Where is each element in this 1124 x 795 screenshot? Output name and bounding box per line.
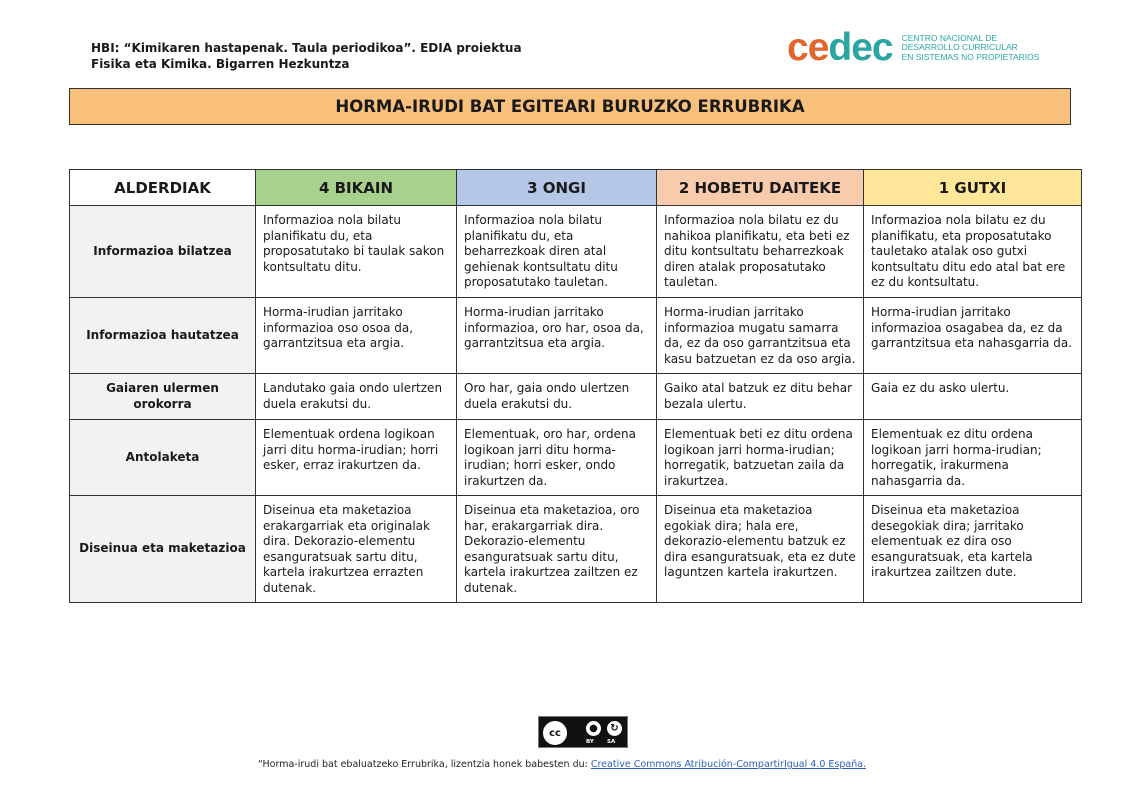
- rubric-cell: Informazioa nola bilatu ez du planifikatu, eta proposatutako tauletako atalak oso gutxi kontsultatu ditu edo atal bat ere ez du kontsultatu.: [864, 206, 1082, 298]
- rubric-cell: Informazioa nola bilatu ez du nahikoa planifikatu, eta beti ez ditu kontsultatu beharrezkoak diren atalak proposatutako tauletan.: [657, 206, 864, 298]
- criterion-cell: Gaiaren ulermen orokorra: [70, 374, 256, 420]
- criterion-cell: Antolaketa: [70, 420, 256, 496]
- rubric-cell: Informazioa nola bilatu planifikatu du, eta beharrezkoak diren atal gehienak kontsultatu ditu proposatutako tauletan.: [457, 206, 657, 298]
- sa-share-alike-icon: ↻: [605, 719, 624, 738]
- header-subject-line: Fisika eta Kimika. Bigarren Hezkuntza: [91, 57, 350, 71]
- rubric-table: [69, 169, 1082, 603]
- rubric-cell: Horma-irudian jarritako informazioa osagabea da, ez da garrantzitsua eta nahasgarria da.: [864, 298, 1082, 374]
- logo-word-dec: dec: [828, 26, 893, 69]
- rubric-cell: Gaia ez du asko ulertu.: [864, 374, 1082, 420]
- cedec-logo: [787, 26, 1040, 69]
- rubric-cell: Elementuak beti ez ditu ordena logikoan jarri horma-irudian; horregatik, batzuetan zaila da irakurtzea.: [657, 420, 864, 496]
- column-header-level-2: 2 HOBETU DAITEKE: [657, 170, 864, 206]
- logo-sub-line-3: EN SISTEMAS NO PROPIETARIOS: [901, 51, 1040, 62]
- logo-word-ce: ce: [787, 26, 829, 69]
- logo-sub-line-2: DESARROLLO CURRICULAR: [901, 42, 1018, 53]
- table-row: [70, 420, 1082, 496]
- table-row: [70, 496, 1082, 603]
- table-row: [70, 374, 1082, 420]
- license-attribution: [0, 759, 1124, 770]
- rubric-cell: Informazioa nola bilatu planifikatu du, eta proposatutako bi taulak sakon kontsultatu ditu.: [256, 206, 457, 298]
- rubric-cell: Elementuak, oro har, ordena logikoan jarri ditu horma-irudian; horri esker, ondo irakurtzen da.: [457, 420, 657, 496]
- cedec-logo-wordmark: [787, 26, 893, 69]
- by-label: BY: [586, 739, 594, 745]
- header-project-line: HBI: “Kimikaren hastapenak. Taula periodikoa”. EDIA proiektua: [91, 41, 522, 55]
- license-link[interactable]: Creative Commons Atribución-CompartirIgual 4.0 España.: [590, 759, 867, 770]
- rubric-cell: Horma-irudian jarritako informazioa, oro har, osoa da, garrantzitsua eta argia.: [457, 298, 657, 374]
- criterion-cell: Diseinua eta maketazioa: [70, 496, 256, 603]
- rubric-cell: Oro har, gaia ondo ulertzen duela erakutsi du.: [457, 374, 657, 420]
- attribution-text: “Horma-irudi bat ebaluatzeko Errubrika, lizentzia honek babesten du:: [257, 759, 591, 770]
- cedec-logo-subtitle: [902, 34, 1040, 63]
- column-header-aspects: ALDERDIAK: [70, 170, 256, 206]
- criterion-cell: Informazioa bilatzea: [70, 206, 256, 298]
- rubric-cell: Horma-irudian jarritako informazioa oso osoa da, garrantzitsua eta argia.: [256, 298, 457, 374]
- rubric-cell: Landutako gaia ondo ulertzen duela erakutsi du.: [256, 374, 457, 420]
- rubric-cell: Gaiko atal batzuk ez ditu behar bezala ulertu.: [657, 374, 864, 420]
- table-row: [70, 206, 1082, 298]
- rubric-cell: Diseinua eta maketazioa egokiak dira; hala ere, dekorazio-elementu batzuk ez dira esanguratsuak, eta ez dute laguntzen kartela irakurtzen.: [657, 496, 864, 603]
- page-title: [69, 88, 1071, 125]
- rubric-cell: Diseinua eta maketazioa erakargarriak eta originalak dira. Dekorazio-elementu esanguratsuak sartu ditu, kartela irakurtzea errazten dutenak.: [256, 496, 457, 603]
- rubric-header-row: [70, 170, 1082, 206]
- sa-label: SA: [607, 739, 616, 745]
- logo-sub-line-1: CENTRO NACIONAL DE: [901, 32, 998, 43]
- column-header-level-1: 1 GUTXI: [864, 170, 1082, 206]
- cc-icon: cc: [541, 719, 569, 747]
- rubric-cell: Diseinua eta maketazioa, oro har, erakargarriak dira. Dekorazio-elementu esanguratsuak sartu ditu, kartela irakurtzea zailtzen ez dutenak.: [457, 496, 657, 603]
- table-row: [70, 298, 1082, 374]
- cc-by-sa-license-badge: [538, 716, 628, 748]
- by-person-icon: ●: [584, 719, 603, 738]
- page-title-text: HORMA-IRUDI BAT EGITEARI BURUZKO ERRUBRIKA: [335, 97, 805, 116]
- rubric-cell: Horma-irudian jarritako informazioa mugatu samarra da, ez da oso garrantzitsua eta kasu batzuetan ez da oso argia.: [657, 298, 864, 374]
- rubric-cell: Diseinua eta maketazioa desegokiak dira; jarritako elementuak ez dira oso esanguratsuak, eta kartela irakurtzea zailtzen dute.: [864, 496, 1082, 603]
- rubric-cell: Elementuak ez ditu ordena logikoan jarri horma-irudian; horregatik, irakurmena nahasgarria da.: [864, 420, 1082, 496]
- column-header-level-3: 3 ONGI: [457, 170, 657, 206]
- column-header-level-4: 4 BIKAIN: [256, 170, 457, 206]
- criterion-cell: Informazioa hautatzea: [70, 298, 256, 374]
- rubric-cell: Elementuak ordena logikoan jarri ditu horma-irudian; horri esker, erraz irakurtzen da.: [256, 420, 457, 496]
- document-header: [91, 40, 522, 72]
